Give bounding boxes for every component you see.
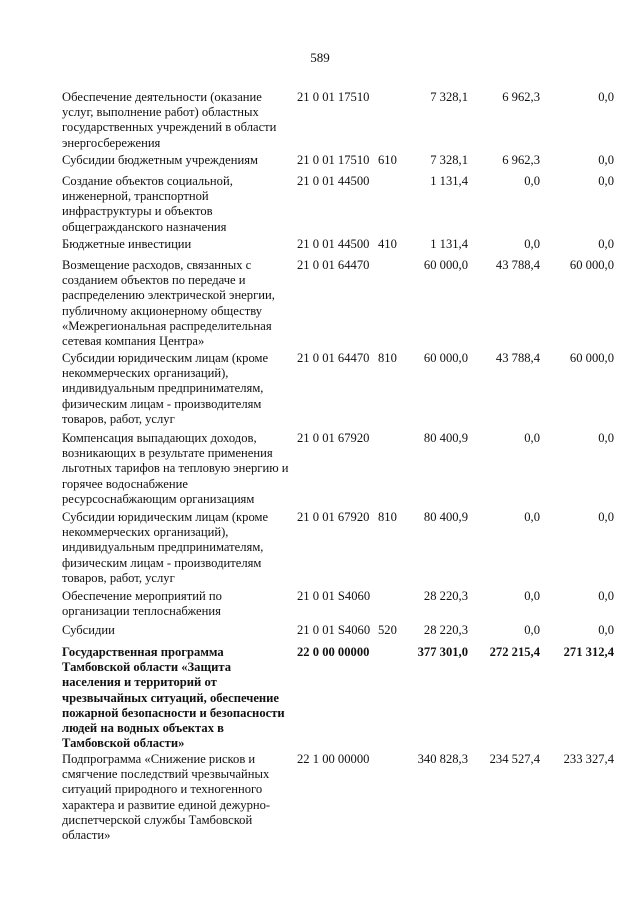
row-value-3: 60 000,0 <box>569 258 614 272</box>
row-value-1: 377 301,0 <box>417 645 468 659</box>
row-value-1: 60 000,0 <box>423 351 468 365</box>
row-value-1: 28 220,3 <box>423 623 468 637</box>
row-value-3: 0,0 <box>598 623 614 637</box>
row-value-2: 0,0 <box>524 510 540 524</box>
row-value-3: 271 312,4 <box>563 645 614 659</box>
row-expense-type: 610 <box>378 153 397 167</box>
row-code: 21 0 01 S4060 <box>297 589 371 603</box>
row-value-3: 0,0 <box>598 431 614 445</box>
page-number: 589 <box>310 50 330 65</box>
row-code: 22 1 00 00000 <box>297 752 370 766</box>
row-code: 21 0 01 44500 <box>297 174 370 188</box>
row-value-3: 233 327,4 <box>563 752 614 766</box>
row-value-3: 0,0 <box>598 510 614 524</box>
row-name: Субсидии бюджетным учреждениям <box>62 153 258 167</box>
row-value-2: 234 527,4 <box>489 752 540 766</box>
row-code: 21 0 01 S4060 <box>297 623 371 637</box>
row-value-2: 0,0 <box>524 237 540 251</box>
row-value-2: 0,0 <box>524 623 540 637</box>
row-value-3: 0,0 <box>598 90 614 104</box>
row-value-3: 60 000,0 <box>569 351 614 365</box>
row-value-3: 0,0 <box>598 237 614 251</box>
row-value-1: 28 220,3 <box>423 589 468 603</box>
row-value-1: 80 400,9 <box>423 431 468 445</box>
row-value-1: 340 828,3 <box>417 752 468 766</box>
row-name: Государственная программа Тамбовской области «Защита населения и территорий от чрезвычайных ситуаций, обеспечение пожарной безопасности и безопасности людей на водных объектах в Тамбовской области» <box>62 645 285 751</box>
row-name: Субсидии юридическим лицам (кроме некоммерческих организаций), индивидуальным предпринимателям, физическим лицам - производителям товаров, работ, услуг <box>62 510 269 585</box>
row-code: 21 0 01 17510 <box>297 153 370 167</box>
row-value-2: 6 962,3 <box>502 90 540 104</box>
row-name: Обеспечение деятельности (оказание услуг, выполнение работ) областных государственных учреждений в области энергосбережения <box>62 90 277 150</box>
row-value-2: 0,0 <box>524 589 540 603</box>
row-value-1: 7 328,1 <box>430 153 468 167</box>
row-value-2: 0,0 <box>524 174 540 188</box>
row-code: 22 0 00 00000 <box>297 645 370 659</box>
row-expense-type: 520 <box>378 623 397 637</box>
row-code: 21 0 01 67920 <box>297 510 370 524</box>
row-value-1: 60 000,0 <box>423 258 468 272</box>
row-value-2: 272 215,4 <box>489 645 540 659</box>
row-expense-type: 810 <box>378 510 397 524</box>
row-value-1: 1 131,4 <box>430 174 468 188</box>
row-code: 21 0 01 64470 <box>297 258 370 272</box>
row-value-3: 0,0 <box>598 589 614 603</box>
row-name: Возмещение расходов, связанных с созданием объектов по передаче и распределению электрической энергии, публичному акционерному обществу «Межрегиональная распределительная сетевая компания Центра» <box>62 258 275 349</box>
row-name: Компенсация выпадающих доходов, возникающих в результате применения льготных тарифов на тепловую энергию и горячее водоснабжение ресурсоснабжающим организациям <box>62 431 289 506</box>
row-value-2: 0,0 <box>524 431 540 445</box>
row-name: Создание объектов социальной, инженерной, транспортной инфраструктуры и объектов общегражданского назначения <box>62 174 233 234</box>
row-expense-type: 810 <box>378 351 397 365</box>
row-name: Субсидии юридическим лицам (кроме некоммерческих организаций), индивидуальным предпринимателям, физическим лицам - производителям товаров, работ, услуг <box>62 351 269 426</box>
row-code: 21 0 01 67920 <box>297 431 370 445</box>
row-code: 21 0 01 44500 <box>297 237 370 251</box>
row-value-2: 43 788,4 <box>495 351 540 365</box>
row-value-1: 7 328,1 <box>430 90 468 104</box>
row-name: Обеспечение мероприятий по организации теплоснабжения <box>62 589 222 619</box>
row-value-2: 6 962,3 <box>502 153 540 167</box>
row-value-1: 80 400,9 <box>423 510 468 524</box>
row-value-3: 0,0 <box>598 153 614 167</box>
row-expense-type: 410 <box>378 237 397 251</box>
row-value-1: 1 131,4 <box>430 237 468 251</box>
row-code: 21 0 01 17510 <box>297 90 370 104</box>
row-name: Субсидии <box>62 623 115 637</box>
row-name: Бюджетные инвестиции <box>62 237 192 251</box>
row-value-2: 43 788,4 <box>495 258 540 272</box>
row-value-3: 0,0 <box>598 174 614 188</box>
row-name: Подпрограмма «Снижение рисков и смягчение последствий чрезвычайных ситуаций природного и техногенного характера и развитие единой дежурно-диспетчерской службы Тамбовской области» <box>62 752 271 843</box>
row-code: 21 0 01 64470 <box>297 351 370 365</box>
